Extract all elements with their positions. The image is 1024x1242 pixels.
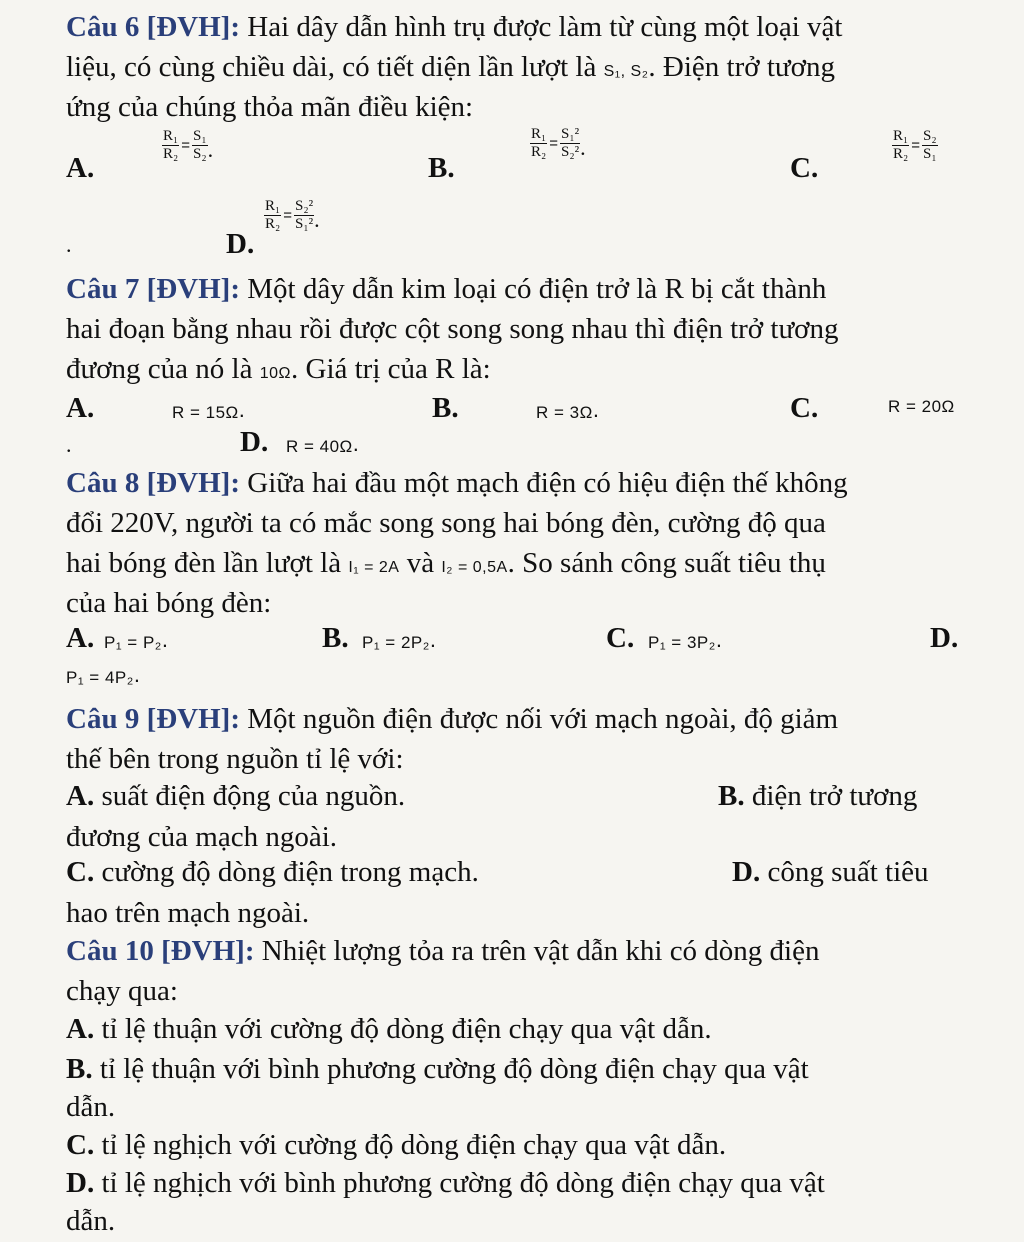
q8-math-i1: I₁ = 2A [348, 559, 400, 576]
q7-option-d-label: D. [240, 426, 269, 458]
frac-den: S₂² [561, 144, 580, 160]
q9-option-a[interactable] [66, 780, 405, 813]
q7-option-a-text: R = 15Ω [172, 403, 239, 422]
q9-option-d[interactable] [732, 856, 929, 889]
frac-num: S₁² [561, 126, 580, 142]
q8-text-va: và [399, 547, 442, 579]
q8-line-2 [66, 504, 976, 542]
q6-option-b-formula: $\frac{\text{R₁}}{\text{R₂}}$ = $\frac{\text{S₁²}}{\text{S₂²}}$ . [531, 126, 586, 160]
q8-option-a-text: P₁ = P₂ [104, 633, 162, 652]
q9-option-d-text2: hao trên mạch ngoài. [66, 897, 310, 929]
q7-line-3 [66, 350, 976, 393]
q8-text-4: của hai bóng đèn: [66, 587, 272, 619]
q10-line-1 [66, 932, 976, 970]
stray-dot: . [66, 232, 72, 257]
q10-option-b[interactable] [66, 1050, 976, 1088]
q8-option-d-value: P₁ = 4P₂. [66, 662, 141, 687]
q9-line-1 [66, 700, 976, 738]
q10-option-d[interactable] [66, 1164, 976, 1202]
q8-option-a-value: P₁ = P₂. [104, 627, 169, 652]
stray-dot: . [66, 432, 72, 457]
q10-option-d-text2: dẫn. [66, 1205, 116, 1237]
q6-option-a[interactable] [66, 152, 94, 185]
q10-line-2 [66, 972, 976, 1010]
q9-option-c-text: cường độ dòng điện trong mạch. [94, 856, 479, 888]
q10-option-d-text: tỉ lệ nghịch với bình phương cường độ dòng điện chạy qua vật [94, 1167, 825, 1199]
q6-text-2b: . Điện trở tương [648, 51, 835, 83]
q10-option-a[interactable] [66, 1010, 976, 1048]
q9-option-b[interactable] [718, 780, 917, 813]
q8-option-b[interactable] [322, 622, 349, 655]
q9-option-d-text: công suất tiêu [760, 856, 929, 888]
q10-text-1: Nhiệt lượng tỏa ra trên vật dẫn khi có dòng điện [254, 935, 820, 967]
q6-option-b-label: B. [428, 152, 455, 184]
q8-option-b-text: P₁ = 2P₂ [362, 633, 430, 652]
q6-option-c-label: C. [790, 152, 819, 184]
q10-option-b-label: B. [66, 1053, 93, 1085]
q10-text-2: chạy qua: [66, 975, 178, 1007]
q7-option-d-text: R = 40Ω [286, 437, 353, 456]
q10-option-c-label: C. [66, 1129, 95, 1161]
q8-option-a[interactable] [66, 622, 94, 655]
frac-num: S₂ [923, 128, 937, 144]
q9-text-2: thế bên trong nguồn tỉ lệ với: [66, 743, 404, 775]
frac-num: R₁ [163, 128, 179, 144]
q8-option-c-label: C. [606, 622, 635, 654]
q8-option-c[interactable] [606, 622, 634, 655]
q8-option-a-label: A. [66, 622, 95, 654]
frac-den: R₂ [265, 216, 281, 232]
q6-title: Câu 6 [ĐVH]: [66, 11, 240, 43]
q7-option-a-value: R = 15Ω. [172, 397, 246, 422]
q7-option-a-label: A. [66, 392, 95, 424]
q10-title: Câu 10 [ĐVH]: [66, 935, 255, 967]
q7-option-a[interactable] [66, 392, 94, 425]
q10-option-d-label: D. [66, 1167, 95, 1199]
q6-option-c-formula: $\frac{\text{R₁}}{\text{R₂}}$ = $\frac{\text{S₂}}{\text{S₁}}$ [893, 128, 937, 162]
q10-option-d-cont [66, 1202, 976, 1240]
q8-line-1 [66, 464, 976, 502]
q6-text-3: ứng của chúng thỏa mãn điều kiện: [66, 91, 474, 123]
q7-option-c-text: R = 20Ω [888, 397, 955, 416]
frac-den: S₂ [193, 146, 207, 162]
q7-option-b-value: R = 3Ω. [536, 397, 600, 422]
frac-den: R₂ [531, 144, 547, 160]
q6-text-2a: liệu, có cùng chiều dài, có tiết diện lần lượt là [66, 51, 604, 83]
frac-den: S₁ [923, 146, 937, 162]
q10-option-a-text: tỉ lệ thuận với cường độ dòng điện chạy qua vật dẫn. [94, 1013, 712, 1045]
q7-text-3a: đương của nó là [66, 353, 260, 385]
q9-option-b-label: B. [718, 780, 745, 812]
q7-option-c-label: C. [790, 392, 819, 424]
q6-option-a-label: A. [66, 152, 95, 184]
q7-title: Câu 7 [ĐVH]: [66, 273, 240, 305]
q6-math-s1s2: S₁, S₂ [603, 63, 649, 80]
q9-option-b-text: điện trở tương [744, 780, 918, 812]
q10-option-b-text: tỉ lệ thuận với bình phương cường độ dòng điện chạy qua vật [92, 1053, 809, 1085]
q7-math-10ohm: 10Ω [259, 365, 291, 382]
q9-title: Câu 9 [ĐVH]: [66, 703, 240, 735]
q8-option-d[interactable] [930, 622, 958, 655]
q9-text-1: Một nguồn điện được nối với mạch ngoài, độ giảm [240, 703, 839, 735]
frac-num: R₁ [265, 198, 281, 214]
q7-text-3b: . Giá trị của R là: [291, 353, 491, 385]
q6-option-b[interactable] [428, 152, 455, 185]
frac-num: R₁ [531, 126, 547, 142]
q8-text-2: đổi 220V, người ta có mắc song song hai bóng đèn, cường độ qua [66, 507, 826, 539]
frac-num: S₁ [193, 128, 207, 144]
q10-option-b-text2: dẫn. [66, 1091, 116, 1123]
frac-den: R₂ [163, 146, 179, 162]
q9-line-2 [66, 740, 976, 778]
q7-option-d[interactable] [240, 426, 268, 459]
q6-text-1: Hai dây dẫn hình trụ được làm từ cùng một loại vật [240, 11, 843, 43]
q9-option-a-label: A. [66, 780, 95, 812]
q10-option-c-text: tỉ lệ nghịch với cường độ dòng điện chạy qua vật dẫn. [94, 1129, 727, 1161]
q9-option-d-cont [66, 894, 976, 932]
q7-line-1 [66, 270, 976, 308]
q6-line-2 [66, 48, 976, 91]
q7-option-c-value [888, 397, 955, 417]
q6-option-d-label: D. [226, 228, 255, 260]
q7-option-b-label: B. [432, 392, 459, 424]
q8-line-4 [66, 584, 976, 622]
q9-option-a-text: suất điện động của nguồn. [94, 780, 406, 812]
q8-option-b-label: B. [322, 622, 349, 654]
q8-line-3 [66, 544, 976, 587]
q7-option-d-value: R = 40Ω. [286, 431, 360, 456]
q6-option-a-formula: $\frac{\text{R₁}}{\text{R₂}}$ = $\frac{\text{S₁}}{\text{S₂}}$ . [163, 128, 214, 162]
frac-den: R₂ [893, 146, 909, 162]
q6-line-1 [66, 8, 976, 46]
q8-option-c-text: P₁ = 3P₂ [648, 633, 716, 652]
q9-option-d-label: D. [732, 856, 761, 888]
q10-option-b-cont [66, 1088, 976, 1126]
q6-line-3 [66, 88, 976, 126]
q8-option-c-value: P₁ = 3P₂. [648, 627, 723, 652]
q6-option-d-formula: $\frac{\text{R₁}}{\text{R₂}}$ = $\frac{\text{S₂²}}{\text{S₁²}}$ . [265, 198, 320, 232]
q8-text-1: Giữa hai đầu một mạch điện có hiệu điện thế không [240, 467, 848, 499]
frac-den: S₁² [295, 216, 314, 232]
q6-option-d[interactable] [226, 228, 254, 261]
q8-option-b-value: P₁ = 2P₂. [362, 627, 437, 652]
q8-option-d-text: P₁ = 4P₂ [66, 668, 134, 687]
q7-option-b-text: R = 3Ω [536, 403, 593, 422]
q10-option-a-label: A. [66, 1013, 95, 1045]
q9-option-c-label: C. [66, 856, 95, 888]
q7-line-2 [66, 310, 976, 348]
q6-option-c[interactable] [790, 152, 818, 185]
q7-text-2: hai đoạn bằng nhau rồi được cột song song nhau thì điện trở tương [66, 313, 839, 345]
q7-option-b[interactable] [432, 392, 459, 425]
q9-option-c[interactable] [66, 856, 479, 889]
q8-text-3b: . So sánh công suất tiêu thụ [507, 547, 826, 579]
q8-title: Câu 8 [ĐVH]: [66, 467, 240, 499]
q8-text-3a: hai bóng đèn lần lượt là [66, 547, 349, 579]
q7-text-1: Một dây dẫn kim loại có điện trở là R bị cắt thành [240, 273, 827, 305]
q8-option-d-label: D. [930, 622, 959, 654]
q9-option-b-text2: đương của mạch ngoài. [66, 821, 338, 853]
frac-num: S₂² [295, 198, 314, 214]
q8-math-i2: I₂ = 0,5A [441, 559, 508, 576]
q9-option-b-cont [66, 818, 976, 856]
q10-option-c[interactable] [66, 1126, 976, 1164]
q7-option-c[interactable] [790, 392, 818, 425]
frac-num: R₁ [893, 128, 909, 144]
